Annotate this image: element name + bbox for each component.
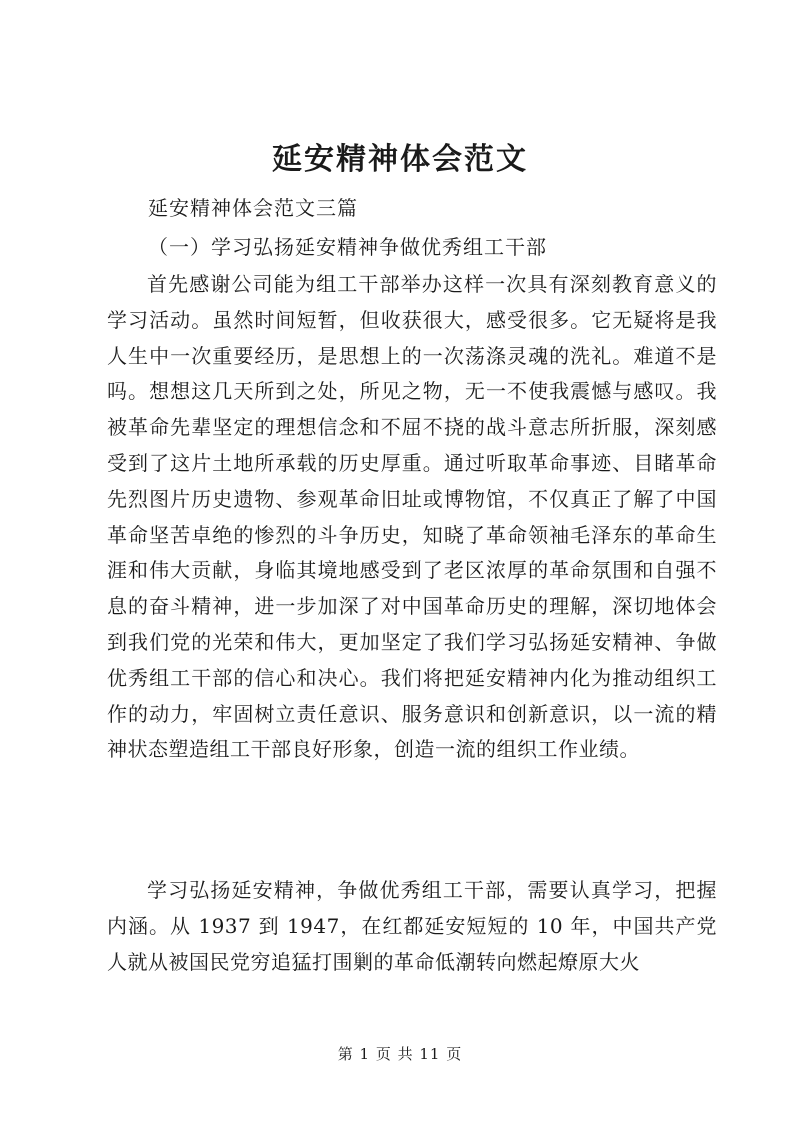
- document-subtitle: 延安精神体会范文三篇: [148, 196, 358, 220]
- page-footer: 第 1 页 共 11 页: [337, 1045, 463, 1063]
- body-paragraph: 学习弘扬延安精神，争做优秀组工干部，需要认真学习，把握内涵。从 1937 到 1947，在红都延安短短的 10 年，中国共产党人就从被国民党穷追猛打围剿的革命低潮转向燃起燎原大火: [107, 878, 717, 974]
- body-paragraph: 首先感谢公司能为组工干部举办这样一次具有深刻教育意义的学习活动。虽然时间短暂，但收获很大，感受很多。它无疑将是我人生中一次重要经历，是思想上的一次荡涤灵魂的洗礼。难道不是吗。想想这几天所到之处，所见之物，无一不使我震憾与感叹。我被革命先辈坚定的理想信念和不屈不挠的战斗意志所折服，深刻感受到了这片土地所承载的历史厚重。通过听取革命事迹、目睹革命先烈图片历史遗物、参观革命旧址或博物馆，不仅真正了解了中国革命坚苦卓绝的惨烈的斗争历史，知晓了革命领袖毛泽东的革命生涯和伟大贡献，身临其境地感受到了老区浓厚的革命氛围和自强不息的奋斗精神，进一步加深了对中国革命历史的理解，深切地体会到我们党的光荣和伟大，更加坚定了我们学习弘扬延安精神、争做优秀组工干部的信心和决心。我们将把延安精神内化为推动组织工作的动力，牢固树立责任意识、服务意识和创新意识，以一流的精神状态塑造组工干部良好形象，创造一流的组织工作业绩。: [107, 272, 717, 762]
- document-title: 延安精神体会范文: [272, 142, 528, 177]
- section-heading: （一）学习弘扬延安精神争做优秀组工干部: [148, 235, 547, 259]
